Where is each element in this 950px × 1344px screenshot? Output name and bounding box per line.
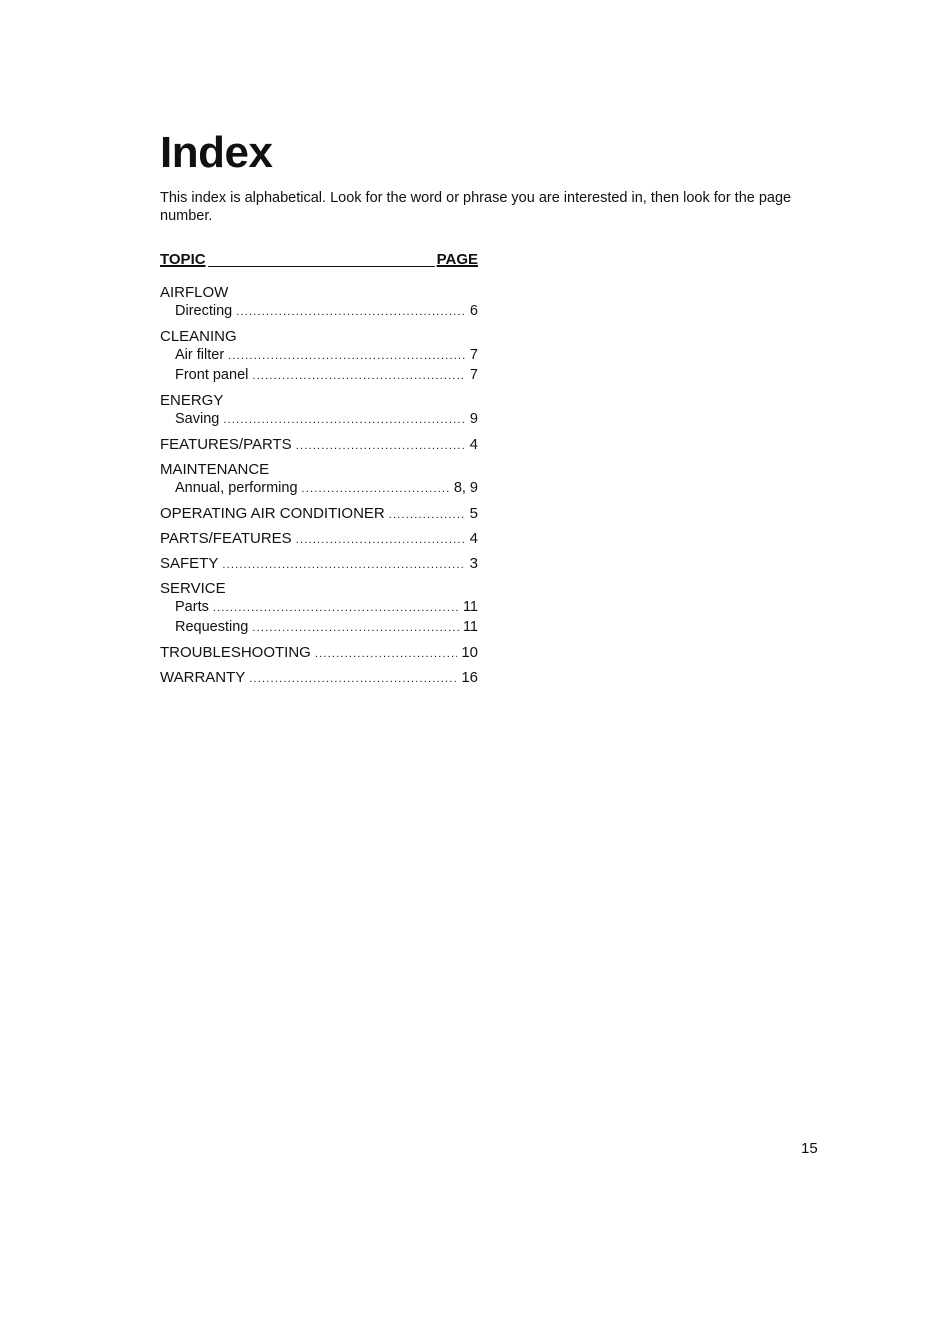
index-page-ref: 5 — [469, 505, 478, 522]
page-title: Index — [160, 128, 273, 177]
index-topic-row — [160, 284, 478, 302]
dot-leader — [302, 480, 450, 499]
index-page-ref: 6 — [469, 303, 478, 319]
index-topic: CLEANING — [160, 328, 237, 345]
index-subtopic: Parts — [175, 599, 209, 615]
index-topic: ENERGY — [160, 392, 224, 409]
index-topic-row — [160, 328, 478, 346]
topic-column-header: TOPIC — [160, 251, 206, 268]
index-topic-row — [160, 669, 478, 688]
dot-leader — [223, 411, 466, 430]
index-page-ref: 7 — [469, 367, 478, 383]
header-rule — [208, 266, 435, 267]
index-subtopic: Air filter — [175, 347, 225, 363]
dot-leader — [249, 670, 457, 688]
index-subtopic: Annual, performing — [175, 480, 298, 496]
index-entry — [160, 461, 478, 499]
index-topic-row — [160, 461, 478, 479]
dot-leader — [296, 531, 466, 549]
index-subtopic-row — [160, 479, 478, 499]
index-subtopic: Requesting — [175, 619, 249, 635]
index-topic: TROUBLESHOOTING — [160, 644, 311, 661]
dot-leader — [252, 367, 466, 386]
index-subtopic-row — [160, 598, 478, 618]
index-entry — [160, 644, 478, 663]
index-list — [160, 284, 478, 694]
index-entry — [160, 530, 478, 549]
index-topic-row — [160, 392, 478, 410]
index-page-ref: 11 — [462, 619, 478, 635]
index-topic: AIRFLOW — [160, 284, 229, 301]
index-subtopic: Saving — [175, 411, 220, 427]
index-topic-row — [160, 580, 478, 598]
index-topic: OPERATING AIR CONDITIONER — [160, 505, 385, 522]
index-page-ref: 3 — [469, 555, 478, 572]
index-entry — [160, 436, 478, 455]
index-entry — [160, 392, 478, 430]
index-subtopic-row — [160, 302, 478, 322]
index-topic: WARRANTY — [160, 669, 246, 686]
index-entry — [160, 669, 478, 688]
index-subtopic-row — [160, 410, 478, 430]
index-entry — [160, 580, 478, 638]
index-entry — [160, 328, 478, 386]
dot-leader — [236, 303, 466, 322]
index-topic: PARTS/FEATURES — [160, 530, 292, 547]
index-page-ref: 16 — [461, 669, 478, 686]
index-subtopic: Front panel — [175, 367, 249, 383]
index-page-ref: 11 — [462, 599, 478, 615]
index-page-ref: 10 — [461, 644, 478, 661]
index-topic: FEATURES/PARTS — [160, 436, 292, 453]
index-entry — [160, 505, 478, 524]
dot-leader — [222, 556, 465, 574]
index-page-ref: 8, 9 — [453, 480, 478, 496]
intro-paragraph: This index is alphabetical. Look for the word or phrase you are interested in, then look for the page number. — [160, 190, 792, 224]
index-topic: SAFETY — [160, 555, 219, 572]
page-number: 15 — [801, 1140, 818, 1157]
index-topic-row — [160, 644, 478, 663]
index-topic-row — [160, 436, 478, 455]
index-topic-row — [160, 555, 478, 574]
dot-leader — [296, 437, 466, 455]
index-entry — [160, 555, 478, 574]
page-column-header: PAGE — [436, 251, 478, 268]
index-subtopic: Directing — [175, 303, 233, 319]
dot-leader — [228, 347, 466, 366]
index-page-ref: 7 — [469, 347, 478, 363]
index-entry — [160, 284, 478, 322]
index-page-ref: 4 — [469, 530, 478, 547]
index-subtopic-row — [160, 618, 478, 638]
dot-leader — [315, 645, 457, 663]
index-topic-row — [160, 505, 478, 524]
index-subtopic-row — [160, 366, 478, 386]
column-header — [160, 251, 478, 269]
dot-leader — [213, 599, 459, 618]
index-topic-row — [160, 530, 478, 549]
index-topic: SERVICE — [160, 580, 226, 597]
dot-leader — [389, 506, 466, 524]
index-page-ref: 4 — [469, 436, 478, 453]
index-topic: MAINTENANCE — [160, 461, 270, 478]
index-subtopic-row — [160, 346, 478, 366]
index-page-ref: 9 — [469, 411, 478, 427]
dot-leader — [252, 619, 459, 638]
